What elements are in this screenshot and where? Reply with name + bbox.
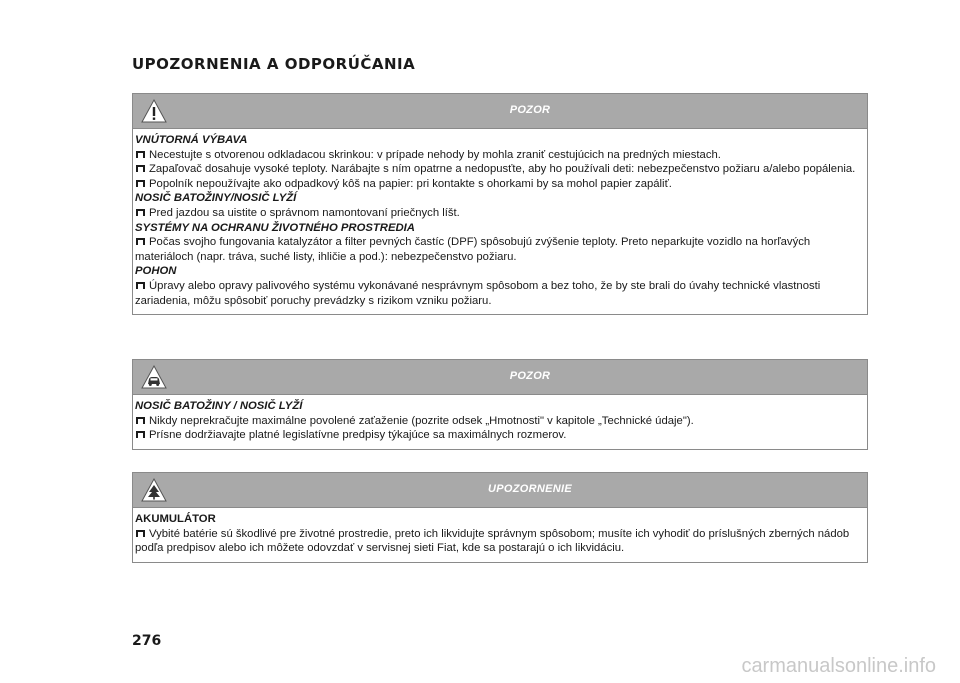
list-item: Necestujte s otvorenou odkladacou skrinkou: v prípade nehody by mohla zraniť cestujúcich na predných miestach. <box>135 148 863 163</box>
list-item: Počas svojho fungovania katalyzátor a filter pevných častíc (DPF) spôsobujú zvýšenie teploty. Preto neparkujte vozidlo na horľavých materiáloch (napr. tráva, suché listy, ihličie a pod.): nebezpečenstvo požiaru. <box>135 236 811 263</box>
bullet-icon <box>136 238 145 245</box>
bullet-icon <box>136 282 145 289</box>
list-item: Úpravy alebo opravy palivového systému vykonávané nesprávnym spôsobom a bez toho, že by ste brali do úvahy technické vlastnosti zariadenia, môžu spôsobiť poruchy prevádzky s rizikom vzniku požiaru. <box>135 279 821 307</box>
bullet-icon <box>136 530 145 537</box>
page-number: 276 <box>132 633 162 649</box>
box-body <box>133 129 867 314</box>
warning-box-3 <box>132 472 868 563</box>
warning-box-1 <box>132 93 868 315</box>
list-item: Zapaľovač dosahuje vysoké teploty. Narábajte s ním opatrne a nedopusťte, aby ho používali deti: nebezpečenstvo požiaru a/alebo popálenia. <box>135 162 863 177</box>
warning-box-2 <box>132 359 868 450</box>
box-body <box>133 395 867 449</box>
bullet-icon <box>136 431 145 438</box>
box-header <box>133 360 867 395</box>
bullet-icon <box>136 417 145 424</box>
page-title: UPOZORNENIA A ODPORÚČANIA <box>132 55 416 73</box>
bullet-icon <box>136 151 145 158</box>
section-title: SYSTÉMY NA OCHRANU ŽIVOTNÉHO PROSTREDIA <box>135 221 415 234</box>
section-title: NOSIČ BATOŽINY/NOSIČ LYŽÍ <box>135 192 297 205</box>
section-title: VNÚTORNÁ VÝBAVA <box>135 134 248 146</box>
list-item: Popolník nepoužívajte ako odpadkový kôš na papier: pri kontakte s ohorkami by sa mohol papier zapáliť. <box>135 177 863 192</box>
list-item: Nikdy neprekračujte maximálne povolené zaťaženie (pozrite odsek „Hmotnosti" v kapitole „Technické údaje"). <box>135 414 863 429</box>
section-title: POHON <box>135 265 177 278</box>
box-header <box>133 94 867 129</box>
list-item: Vybité batérie sú škodlivé pre životné prostredie, preto ich likvidujte správnym spôsobom; musíte ich vyhodiť do príslušných zberných nádob podľa predpisov alebo ich môžete odovzdať v servisnej sieti Fiat, kde sa postarajú o ich likvidáciu. <box>135 527 850 555</box>
bullet-icon <box>136 165 145 172</box>
box-header <box>133 473 867 508</box>
bullet-icon <box>136 209 145 216</box>
box-body <box>133 508 867 562</box>
list-item: Pred jazdou sa uistite o správnom namontovaní priečnych líšt. <box>135 206 863 221</box>
section-title: NOSIČ BATOŽINY / NOSIČ LYŽÍ <box>135 400 303 412</box>
box-header-label: POZOR <box>509 370 551 382</box>
section-title: AKUMULÁTOR <box>135 513 216 525</box>
watermark: carmanualsonline.info <box>741 655 936 677</box>
box-header-label: POZOR <box>509 104 551 116</box>
box-header-label: UPOZORNENIE <box>488 483 572 495</box>
list-item: Prísne dodržiavajte platné legislatívne predpisy týkajúce sa maximálnych rozmerov. <box>135 428 863 443</box>
bullet-icon <box>136 180 145 187</box>
